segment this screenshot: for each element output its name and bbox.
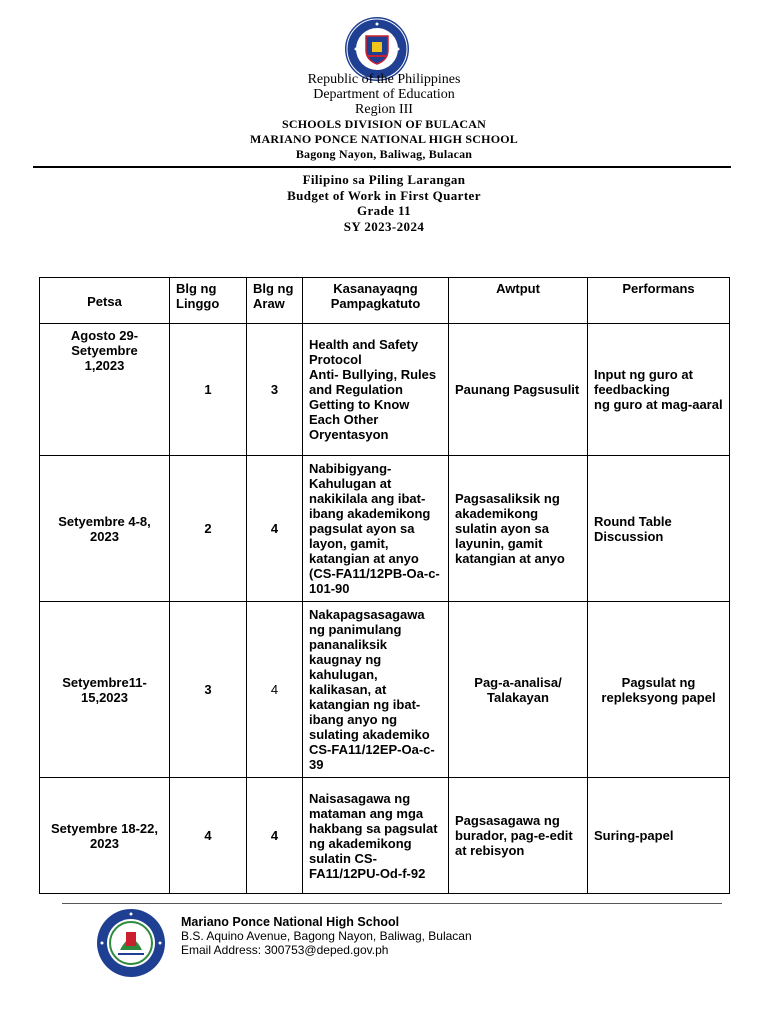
cell-linggo: 1 [170, 324, 247, 456]
header-department: Department of Education [313, 87, 455, 102]
cell-kasanayan: Nakapagsasagawa ng panimulang pananaliksik kaugnay ng kahulugan, kalikasan, at katangian ng ibat-ibang anyo ng sulating akademiko CS-FA11/12EP-Oa-c-39 [303, 602, 449, 778]
subject-title: Filipino sa Piling Larangan [302, 172, 466, 187]
cell-performans: Input ng guro at feedbacking ng guro at mag-aaral [588, 324, 730, 456]
footer-school-name: Mariano Ponce National High School [181, 915, 400, 929]
header-division: SCHOOLS DIVISION OF BULACAN [282, 117, 486, 131]
cell-kasanayan: Naisasagawa ng mataman ang mga hakbang sa pagsulat ng akademikong sulatin CS-FA11/12PU-Od-f-92 [303, 778, 449, 894]
col-header-araw: Blg ng Araw [247, 278, 303, 324]
cell-petsa: Setyembre11-15,2023 [40, 602, 170, 778]
cell-araw: 4 [247, 456, 303, 602]
cell-kasanayan: Nabibigyang-Kahulugan at nakikilala ang ibat-ibang akademikong pagsulat ayon sa layon, gamit, katangian at anyo (CS-FA11/12PB-Oa-c-101-90 [303, 456, 449, 602]
cell-awtput: Paunang Pagsusulit [449, 324, 588, 456]
footer-email: Email Address: 300753@deped.gov.ph [181, 943, 389, 957]
cell-linggo: 2 [170, 456, 247, 602]
cell-awtput: Pagsasaliksik ng akademikong sulatin ayon sa layunin, gamit katangian at anyo [449, 456, 588, 602]
table-row [40, 778, 730, 894]
table-row [40, 602, 730, 778]
header-region: Region III [355, 102, 413, 117]
cell-performans: Suring-papel [588, 778, 730, 894]
budget-title: Budget of Work in First Quarter [287, 187, 481, 203]
header-divider [33, 166, 731, 168]
cell-petsa: Setyembre 18-22, 2023 [40, 778, 170, 894]
school-year-title: SY 2023-2024 [343, 218, 425, 234]
header-school: MARIANO PONCE NATIONAL HIGH SCHOOL [250, 132, 518, 146]
col-header-linggo: Blg ng Linggo [170, 278, 247, 324]
school-seal-icon [96, 908, 166, 978]
cell-awtput: Pagsasagawa ng burador, pag-e-edit at rebisyon [449, 778, 588, 894]
cell-araw: 3 [247, 324, 303, 456]
grade-title: Grade 11 [356, 203, 412, 218]
cell-linggo: 3 [170, 602, 247, 778]
header-address: Bagong Nayon, Baliwag, Bulacan [295, 147, 473, 161]
footer-address: B.S. Aquino Avenue, Bagong Nayon, Baliwag, Bulacan [181, 929, 472, 943]
footer-divider [62, 903, 722, 904]
table-row [40, 324, 730, 456]
table-row [40, 456, 730, 602]
col-header-petsa: Petsa [40, 278, 170, 324]
cell-petsa: Agosto 29- Setyembre 1,2023 [40, 324, 170, 456]
col-header-awtput: Awtput [449, 278, 588, 324]
budget-of-work-table [39, 277, 730, 894]
cell-kasanayan: Health and Safety Protocol Anti- Bullying, Rules and Regulation Getting to Know Each Other Oryentasyon [303, 324, 449, 456]
cell-performans: Pagsulat ng repleksyong papel [588, 602, 730, 778]
cell-awtput: Pag-a-analisa/ Talakayan [449, 602, 588, 778]
cell-petsa: Setyembre 4-8, 2023 [40, 456, 170, 602]
cell-araw: 4 [247, 602, 303, 778]
cell-performans: Round Table Discussion [588, 456, 730, 602]
col-header-kasanayan: Kasanayaqng Pampagkatuto [303, 278, 449, 324]
cell-linggo: 4 [170, 778, 247, 894]
col-header-performans: Performans [588, 278, 730, 324]
header-republic: Republic of the Philippines [307, 72, 461, 87]
table-header-row [40, 278, 730, 324]
cell-araw: 4 [247, 778, 303, 894]
